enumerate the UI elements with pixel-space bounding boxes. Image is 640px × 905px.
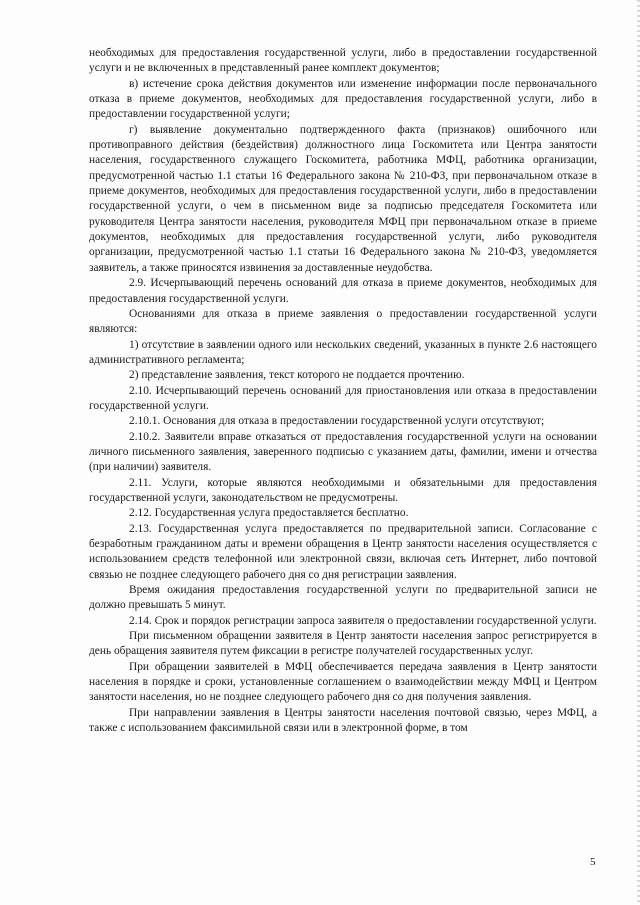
paragraph: 2.10.1. Основания для отказа в предоставлении государственной услуги отсутствуют; [129,415,545,428]
document-body [89,46,597,736]
paragraph: в) истечение срока действия документов или изменение информации после первоначального отказа в приеме документов, необходимых для предоставления государственной услуги, либо в предоставлении государственной услуги; [89,77,597,121]
paragraph: г) выявление документально подтвержденного факта (признаков) ошибочного или противоправного действия (бездействия) должностного лица Госкомитета или Центра занятости населения, государственного служащего Госкомитета, работника МФЦ, работника организации, предусмотренной частью 1.1 статьи 16 Федерального закона № 210-ФЗ, при первоначальном отказе в приеме документов, необходимых для предоставления государственной услуги, либо в предоставлении государственной услуги, о чем в письменном виде за подписью председателя Госкомитета или руководителя Центра занятости населения, руководителя МФЦ при первоначальном отказе в приеме документов, необходимых для предоставления государственной услуги, либо руководителя организации, предусмотренной частью 1.1 статьи 16 Федерального закона № 210-ФЗ, уведомляется заявитель, а также приносятся извинения за доставленные неудобства. [89,123,597,274]
paragraph: 2.10. Исчерпывающий перечень оснований для приостановления или отказа в предоставлении государственной услуги. [89,384,597,412]
paragraph: При направлении заявления в Центры занятости населения почтовой связью, через МФЦ, а также с использованием факсимильной связи или в электронной форме, в том [89,706,597,735]
paragraph: 2.12. Государственная услуга предоставляется бесплатно. [129,507,409,520]
paragraph: необходимых для предоставления государственной услуги, либо в предоставлении государственной услуги и не включенных в представленный ранее комплект документов; [89,47,597,75]
paragraph: 2.10.2. Заявители вправе отказаться от предоставления государственной услуги на основании личного письменного заявления, заверенного подписью с указанием даты, фамилии, имени и отчества (при наличии) заявителя. [89,430,597,474]
paragraph: 2.11. Услуги, которые являются необходимыми и обязательными для предоставления государственной услуги, законодательством не предусмотрены. [89,476,597,504]
paragraph: 2.13. Государственная услуга предоставляется по предварительной записи. Согласование с безработным гражданином даты и времени обращения в Центр занятости населения осуществляется с использованием средств телефонной или электронной связи, включая сеть Интернет, либо почтовой связью не позднее следующего рабочего дня со дня регистрации заявления. [89,522,597,581]
paragraph: 2.14. Срок и порядок регистрации запроса заявителя о предоставлении государственной услуги. [129,614,597,627]
paragraph: 2) представление заявления, текст которого не поддается прочтению. [129,369,465,382]
paragraph: Основаниями для отказа в приеме заявления о предоставлении государственной услуги являются: [89,307,597,336]
paragraph: 1) отсутствие в заявлении одного или нескольких сведений, указанных в пункте 2.6 настоящего административного регламента; [89,338,597,366]
paragraph: При письменном обращении заявителя в Центр занятости населения запрос регистрируется в день обращения заявителя путем фиксации в регистре получателей государственных услуг. [89,630,597,658]
paragraph: При обращении заявителей в МФЦ обеспечивается передача заявления в Центр занятости населения в порядке и сроки, установленные соглашением о взаимодействии между МФЦ и Центром занятости населения, но не позднее следующего рабочего дня со дня получения заявления. [89,660,597,704]
paragraph: Время ожидания предоставления государственной услуги по предварительной записи не должно превышать 5 минут. [89,584,597,612]
page-number: 5 [590,856,596,868]
paragraph: 2.9. Исчерпывающий перечень оснований для отказа в приеме документов, необходимых для предоставления государственной услуги. [89,277,597,305]
